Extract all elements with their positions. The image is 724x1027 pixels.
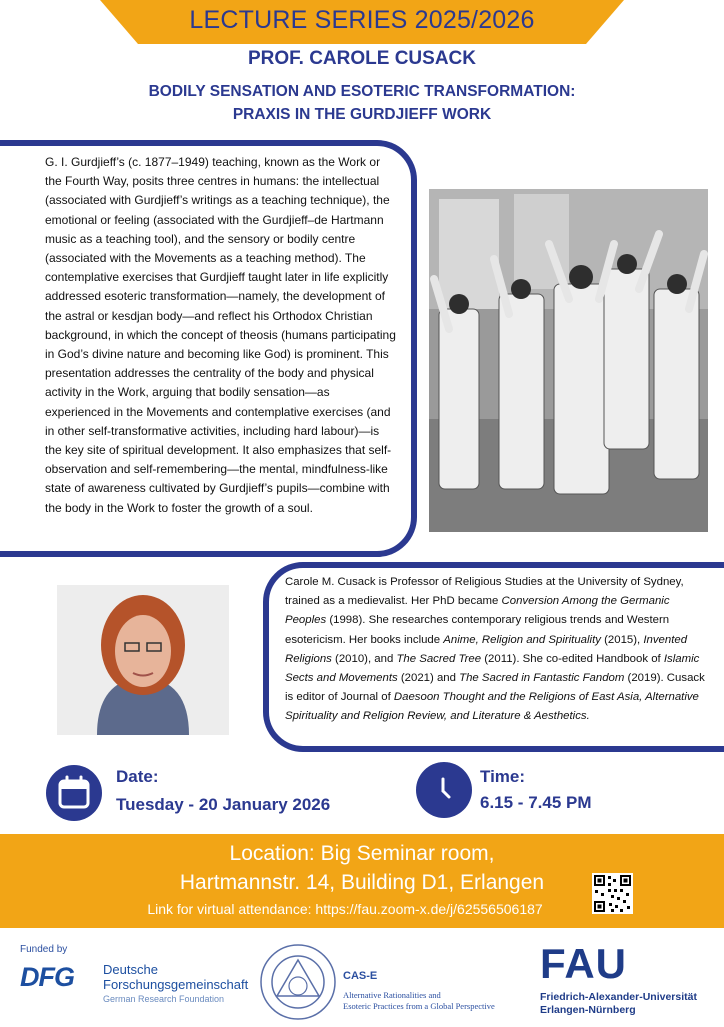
bio-book-7: Daesoon Thought and the Religions of East Asia, Alternative Spirituality and Religion Review, and Literature & Aesthetics.: [285, 691, 699, 723]
lecture-title: [0, 80, 724, 126]
location-line-2: Hartmannstr. 14, Building D1, Erlangen: [179, 871, 545, 894]
header-banner: [100, 0, 624, 44]
dfg-logo: DFG: [20, 962, 74, 992]
bio-book-1: Conversion Among the Germanic Peoples: [285, 595, 670, 627]
speaker-portrait: [57, 585, 229, 735]
case-name-line-1: Alternative Rationalities and: [343, 990, 441, 1000]
speaker-name: PROF. CAROLE CUSACK: [247, 48, 476, 69]
bio-book-3: Invented Religions: [285, 633, 688, 665]
movements-photo: [429, 189, 708, 532]
clock-icon: [416, 762, 472, 818]
calendar-icon: [46, 765, 102, 821]
date-label: Date:: [116, 767, 159, 786]
case-seal-logo: [257, 942, 339, 1022]
fau-name-line-1: Friedrich-Alexander-Universität: [540, 991, 697, 1003]
time-value: 6.15 - 7.45 PM: [480, 793, 592, 812]
series-title: LECTURE SERIES 2025/2026: [189, 6, 535, 34]
bio-text-4: (2010), and: [331, 652, 397, 665]
date-value: Tuesday - 20 January 2026: [116, 795, 331, 814]
case-name-line-2: Esoteric Practices from a Global Perspective: [343, 1001, 495, 1011]
funded-by-label: Funded by: [20, 944, 68, 955]
lecture-title-line-1: BODILY SENSATION AND ESOTERIC TRANSFORMATION:: [148, 83, 576, 100]
bio-book-6: The Sacred in Fantastic Fandom: [459, 672, 625, 685]
virtual-attendance-link[interactable]: Link for virtual attendance: https://fau.zoom-x.de/j/62556506187: [147, 901, 543, 917]
case-acronym: CAS-E: [343, 970, 378, 982]
dfg-name-line-2: Forschungsgemeinschaft: [103, 977, 249, 992]
bio-book-2: Anime, Religion and Spirituality: [443, 633, 601, 646]
bio-text-2: (1998). She researches contemporary religious trends and Western esotericism. Her books include: [285, 614, 670, 646]
bio-text-6: (2021) and: [397, 672, 460, 685]
abstract-text: G. I. Gurdjieff’s (c. 1877–1949) teaching, known as the Work or the Fourth Way, posits three centres in humans: the intellectual (associated with Gurdjieff’s writings as a teaching technique), the emotional or feeling (associated with the Gurdjieff–de Hartmann music as a teaching tool), and the sensory or bodily centre (associated with the Movements as a teaching method). The contemplative exercises that Gurdjieff taught later in life explicitly addressed esoteric transformation—namely, the development of the astral or kesdjan body—and reflect his Orthodox Christian background, in which the concept of theosis (humans participating in God’s divine nature and becoming like God) is prominent. This presentation addresses the centrality of the body and physical activity in the Work, arguing that bodily sensation—as experienced in the Movements and contemplative exercises (and in other self-transformative activities, including hard labour)—is the key site of spiritual development. It also emphasizes that self-observation and self-remembering—the mental, mindfulness-like state of awareness cultivated by Gurdjieff’s pupils—combine with the body in the Work to foster the growth of a soul.: [45, 155, 396, 515]
bio-book-4: The Sacred Tree: [396, 652, 482, 665]
bio-text-7: (2019). Cusack is editor of Journal of: [285, 672, 705, 704]
dfg-name-line-1: Deutsche: [103, 962, 158, 977]
bio-text-3: (2015),: [600, 633, 644, 646]
location-line-1: Location: Big Seminar room,: [229, 842, 495, 865]
speaker-bio: [285, 573, 710, 727]
dfg-name-english: German Research Foundation: [103, 994, 225, 1004]
fau-name-line-2: Erlangen-Nürnberg: [540, 1004, 636, 1016]
fau-logo: FAU: [540, 940, 627, 987]
qr-code[interactable]: [592, 873, 633, 914]
lecture-title-line-2: PRAXIS IN THE GURDJIEFF WORK: [232, 106, 492, 123]
bio-text-5: (2011). She co-edited Handbook of: [481, 652, 664, 665]
time-label: Time:: [480, 767, 526, 786]
bio-book-5: Islamic Sects and Movements: [285, 652, 700, 685]
bio-text-1: Carole M. Cusack is Professor of Religious Studies at the University of Sydney, trained as a medievalist. Her PhD became: [285, 576, 684, 608]
